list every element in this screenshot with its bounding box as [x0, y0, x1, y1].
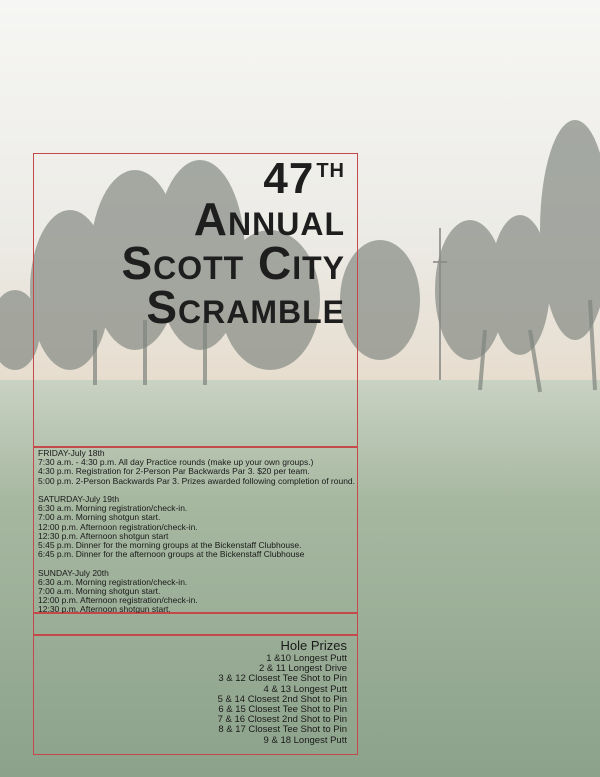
schedule-item: 5:00 p.m. 2-Person Backwards Par 3. Prizes awarded following completion of round. [38, 475, 356, 486]
schedule [38, 449, 354, 624]
prize-item: 5 & 14 Closest 2nd Shot to Pin [217, 693, 347, 705]
edition-suffix: TH [316, 160, 345, 182]
prize-item: 7 & 16 Closest 2nd Shot to Pin [217, 714, 347, 726]
schedule-item: 4:30 p.m. Registration for 2-Person Par Backwards Par 3. $20 per team. [38, 466, 310, 477]
prize-item: 9 & 18 Longest Putt [263, 734, 347, 746]
hole-prizes [218, 638, 347, 746]
schedule-item: 6:30 a.m. Morning registration/check-in. [38, 503, 188, 514]
prize-item: 4 & 13 Longest Putt [263, 683, 347, 695]
spacer-panel [33, 613, 358, 635]
prize-item: 2 & 11 Longest Drive [258, 663, 347, 675]
day-heading: FRIDAY-July 18th [38, 448, 105, 458]
schedule-item: 6:45 p.m. Dinner for the afternoon groups at the Bickenstaff Clubhouse [38, 549, 305, 560]
edition-number: 47 [263, 154, 315, 203]
schedule-item: 12:30 p.m. Afternoon shotgun start. [38, 604, 171, 615]
schedule-item: 7:30 a.m. - 4:30 p.m. All day Practice rounds (make up your own groups.) [38, 457, 314, 468]
prize-item: 8 & 17 Closest Tee Shot to Pin [218, 724, 347, 736]
schedule-day [38, 569, 354, 615]
day-heading: SATURDAY-July 19th [38, 494, 120, 504]
schedule-item: 7:00 a.m. Morning shotgun start. [38, 512, 161, 523]
schedule-item: 12:00 p.m. Afternoon registration/check-in. [38, 595, 198, 606]
prize-item: 1 &10 Longest Putt [266, 653, 347, 664]
title-line-annual: Annual [193, 193, 345, 245]
schedule-item: 6:30 a.m. Morning registration/check-in. [38, 576, 188, 587]
schedule-item: 7:00 a.m. Morning shotgun start. [38, 586, 161, 597]
schedule-day [38, 449, 354, 486]
title-panel [33, 153, 358, 447]
schedule-item: 5:45 p.m. Dinner for the morning groups at the Bickenstaff Clubhouse. [38, 540, 302, 551]
schedule-day [38, 495, 354, 559]
prize-item: 3 & 12 Closest Tee Shot to Pin [218, 673, 347, 685]
title-line-city: Scott City [121, 237, 345, 289]
prizes-heading: Hole Prizes [280, 638, 347, 653]
schedule-item: 12:00 p.m. Afternoon registration/check-in. [38, 521, 198, 532]
schedule-item: 12:30 p.m. Afternoon shotgun start [38, 530, 169, 541]
prize-item: 6 & 15 Closest Tee Shot to Pin [218, 704, 347, 716]
title-line-scramble: Scramble [146, 281, 345, 333]
day-heading: SUNDAY-July 20th [38, 567, 109, 578]
